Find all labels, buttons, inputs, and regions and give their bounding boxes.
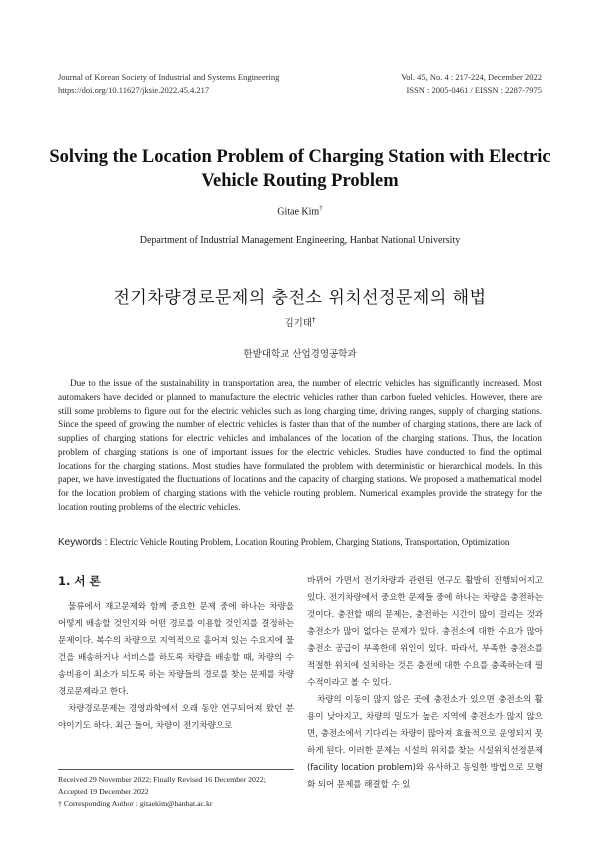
paper-title-english: Solving the Location Problem of Charging Station with Electric Vehicle Routing Problem <box>49 147 551 191</box>
section-heading: 1. 서 론 <box>58 574 101 588</box>
keywords-text: Electric Vehicle Routing Problem, Location Routing Problem, Charging Stations, Transportation, Optimization <box>109 537 510 547</box>
author-korean <box>0 315 600 329</box>
keywords-label: Keywords : <box>58 537 108 548</box>
received-dates: Received 29 November 2022; Finally Revised 16 December 2022; Accepted 19 December 2022 <box>58 775 266 796</box>
author-name-korean: 김기태 <box>284 318 313 329</box>
corresponding-mark: † <box>319 204 323 212</box>
corresponding-author <box>58 798 294 810</box>
issn-info: ISSN : 2005-0461 / EISSN : 2287-7975 <box>406 84 542 95</box>
keywords-line <box>58 537 548 548</box>
journal-header-left <box>58 71 279 96</box>
body-paragraph: 차량경로문제는 경영과학에서 오래 동안 연구되어져 왔던 분야이기도 하다. 최근 들어, 차량이 전기차량으로 <box>58 704 294 731</box>
body-column-left <box>58 573 294 735</box>
footnote-divider <box>58 769 294 770</box>
body-paragraph: 차량의 이동이 많지 않은 곳에 충전소가 있으면 충전소의 활용이 낮아지고, 차량의 밀도가 높은 지역에 충전소가 많지 않으면, 충전소에서 기다리는 차량이 많아져 효율적으로 운영되지 못하게 된다. 이러한 문제는 시설의 위치를 찾는 시설위치선정문제(facility location problem)와 유사하고 동일한 방법으로 모형화 되어 문제를 해결할 수 있 <box>307 695 543 790</box>
body-column-right <box>307 573 543 794</box>
affiliation-korean: 한밭대학교 산업경영공학과 <box>243 349 357 360</box>
author-english <box>0 204 600 217</box>
doi-link[interactable]: https://doi.org/10.11627/jksie.2022.45.4.217 <box>58 84 210 95</box>
paper-title-korean: 전기차량경로문제의 충전소 위치선정문제의 해법 <box>113 288 487 308</box>
journal-name: Journal of Korean Society of Industrial and Systems Engineering <box>58 72 280 82</box>
body-paragraph: 바뀌어 가면서 전기차량과 관련된 연구도 활발히 진행되어지고 있다. 전기차량에서 중요한 문제들 중에 하나는 차량을 충전하는 것이다. 충전할 때의 문제는, 충전하는 시간이 많이 걸리는 것과 충전소가 많이 없다는 문제가 있다. 충전소에 대한 수요가 많아 충전소 공급이 부족한데 위인이 있다. 따라서, 부족한 충전소를 적절한 위치에 설치하는 것은 충전에 대한 수요를 충족하는데 필수적이라고 볼 수 있다. <box>307 576 543 688</box>
affiliation-english: Department of Industrial Management Engineering, Hanbat National University <box>139 235 461 246</box>
volume-info: Vol. 45, No. 4 : 217-224, December 2022 <box>401 72 542 82</box>
footnote-mark: † <box>58 799 62 808</box>
abstract: Due to the issue of the sustainability in transportation area, the number of electric vehicles has significantly increased. Most automakers have decided or planned to manufacture the electric vehicles rather than carbon fueled vehicles. However, there are still some problems to figure out for the electric vehicles such as long charging time, driving ranges, supply of charging stations. Since the speed of growing the number of electric vehicles is faster than that of the number of charging stations, there are lack of supplies of charging stations for electric vehicles and imbalances of the location of the charging stations. Thus, the location problem of charging stations is one of important issues for the electric vehicles. Studies have conducted to find the optimal locations for the charging stations. Most studies have formulated the problem with deterministic or hierarchical models. In this paper, we have investigated the fluctuations of locations and the capacity of charging stations. We proposed a mathematical model for the location problem of charging stations with the vehicle routing problem. Numerical examples provide the strategy for the location routing problems of the electric vehicles. <box>58 378 542 512</box>
journal-header-right <box>401 71 542 96</box>
body-paragraph: 물류에서 재고문제와 함께 중요한 문제 중에 하나는 차량을 어떻게 배송할 것인지와 어떤 경로를 이용할 것인지를 결정하는 문제이다. 복수의 차량으로 지역적으로 흩어져 있는 수요지에 물건을 배송하거나 서비스를 하도록 차량을 배송할 때, 차량의 수송비용이 최소가 되도록 하는 차량들의 경로를 찾는 문제를 차량경로문제라고 한다. <box>58 602 294 697</box>
corresponding-author-text: Corresponding Author : gitaekim@hanbat.ac.kr <box>63 799 213 808</box>
corresponding-mark-ko: † <box>312 315 316 324</box>
author-name-english: Gitae Kim <box>277 206 320 218</box>
footnote <box>58 774 294 810</box>
